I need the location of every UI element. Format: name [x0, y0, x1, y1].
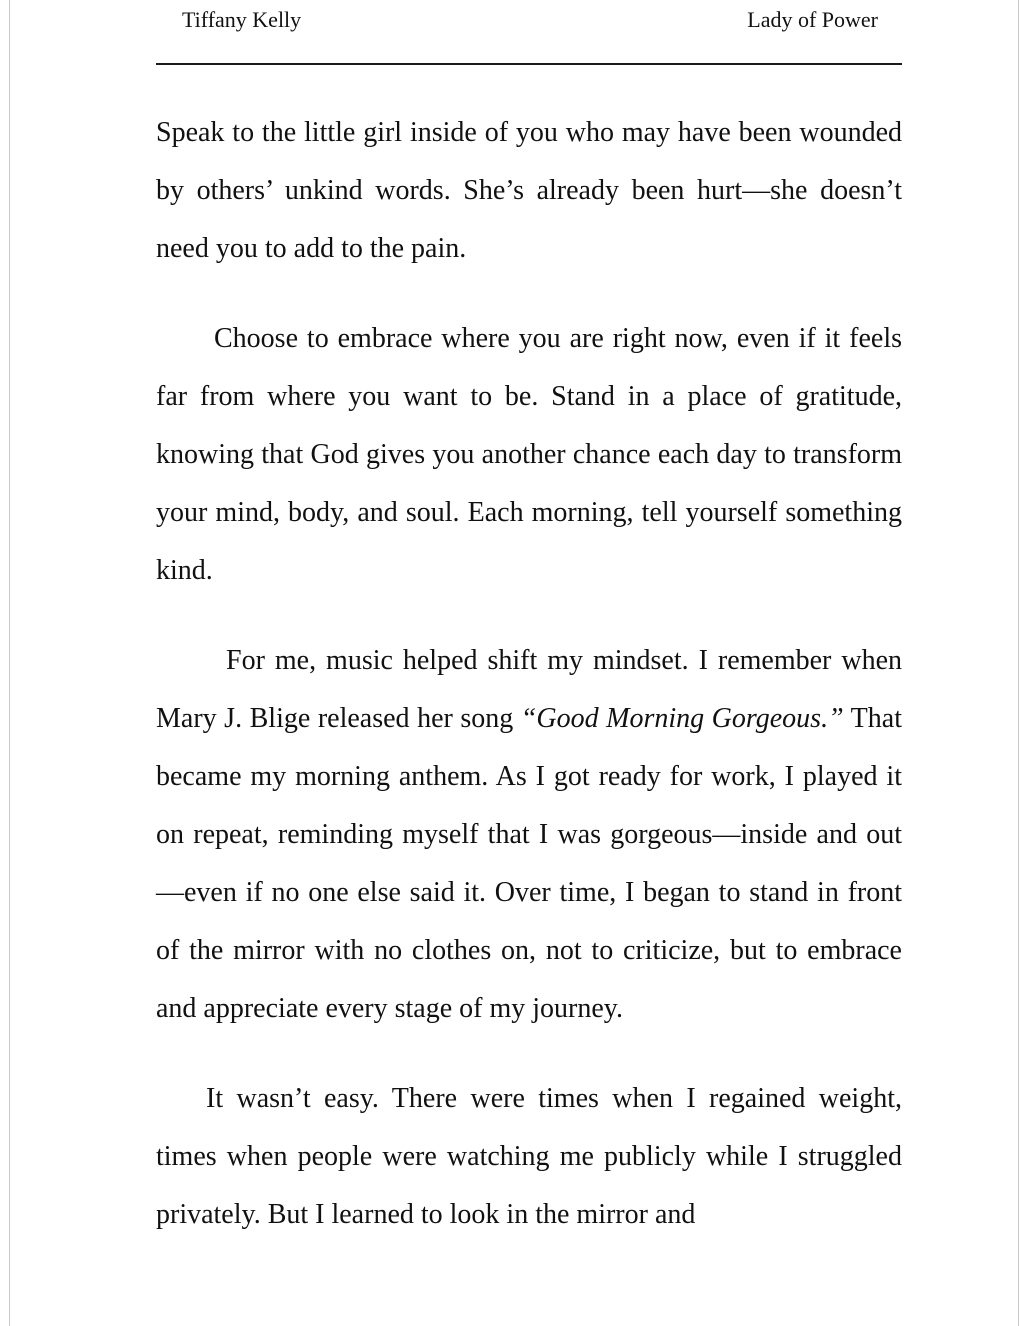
- page-edge-left: [9, 0, 10, 1326]
- paragraph-3-before: For me, music helped shift my mindset. I remember when Mary J. Blige released her song: [156, 645, 902, 734]
- paragraph-3: [156, 632, 902, 1038]
- page-edge-right: [1018, 0, 1019, 1326]
- song-title: “Good Morning Gorgeous.”: [520, 703, 844, 734]
- paragraph-2: Choose to embrace where you are right now, even if it feels far from where you want to be. Stand in a place of gratitude, knowing that God gives you another chance each day to transform your mind, body, and soul. Each morning, tell yourself something kind.: [156, 323, 902, 586]
- paragraph-3-after: That became my morning anthem. As I got ready for work, I played it on repeat, reminding myself that I was gorgeous—inside and out—even if no one else said it. Over time, I began to stand in front of the mirror with no clothes on, not to criticize, but to embrace and appreciate every stage of my journey.: [156, 703, 902, 1024]
- header-book-title: Lady of Power: [747, 7, 878, 32]
- running-header: [182, 4, 878, 36]
- header-author: Tiffany Kelly: [182, 7, 302, 32]
- header-rule: [156, 63, 902, 65]
- paragraph-4: It wasn’t easy. There were times when I regained weight, times when people were watching me publicly while I struggled privately. But I learned to look in the mirror and: [156, 1083, 902, 1230]
- paragraph-1: Speak to the little girl inside of you who may have been wounded by others’ unkind words. She’s already been hurt—she doesn’t need you to add to the pain.: [156, 117, 902, 264]
- page-body: [156, 104, 902, 1276]
